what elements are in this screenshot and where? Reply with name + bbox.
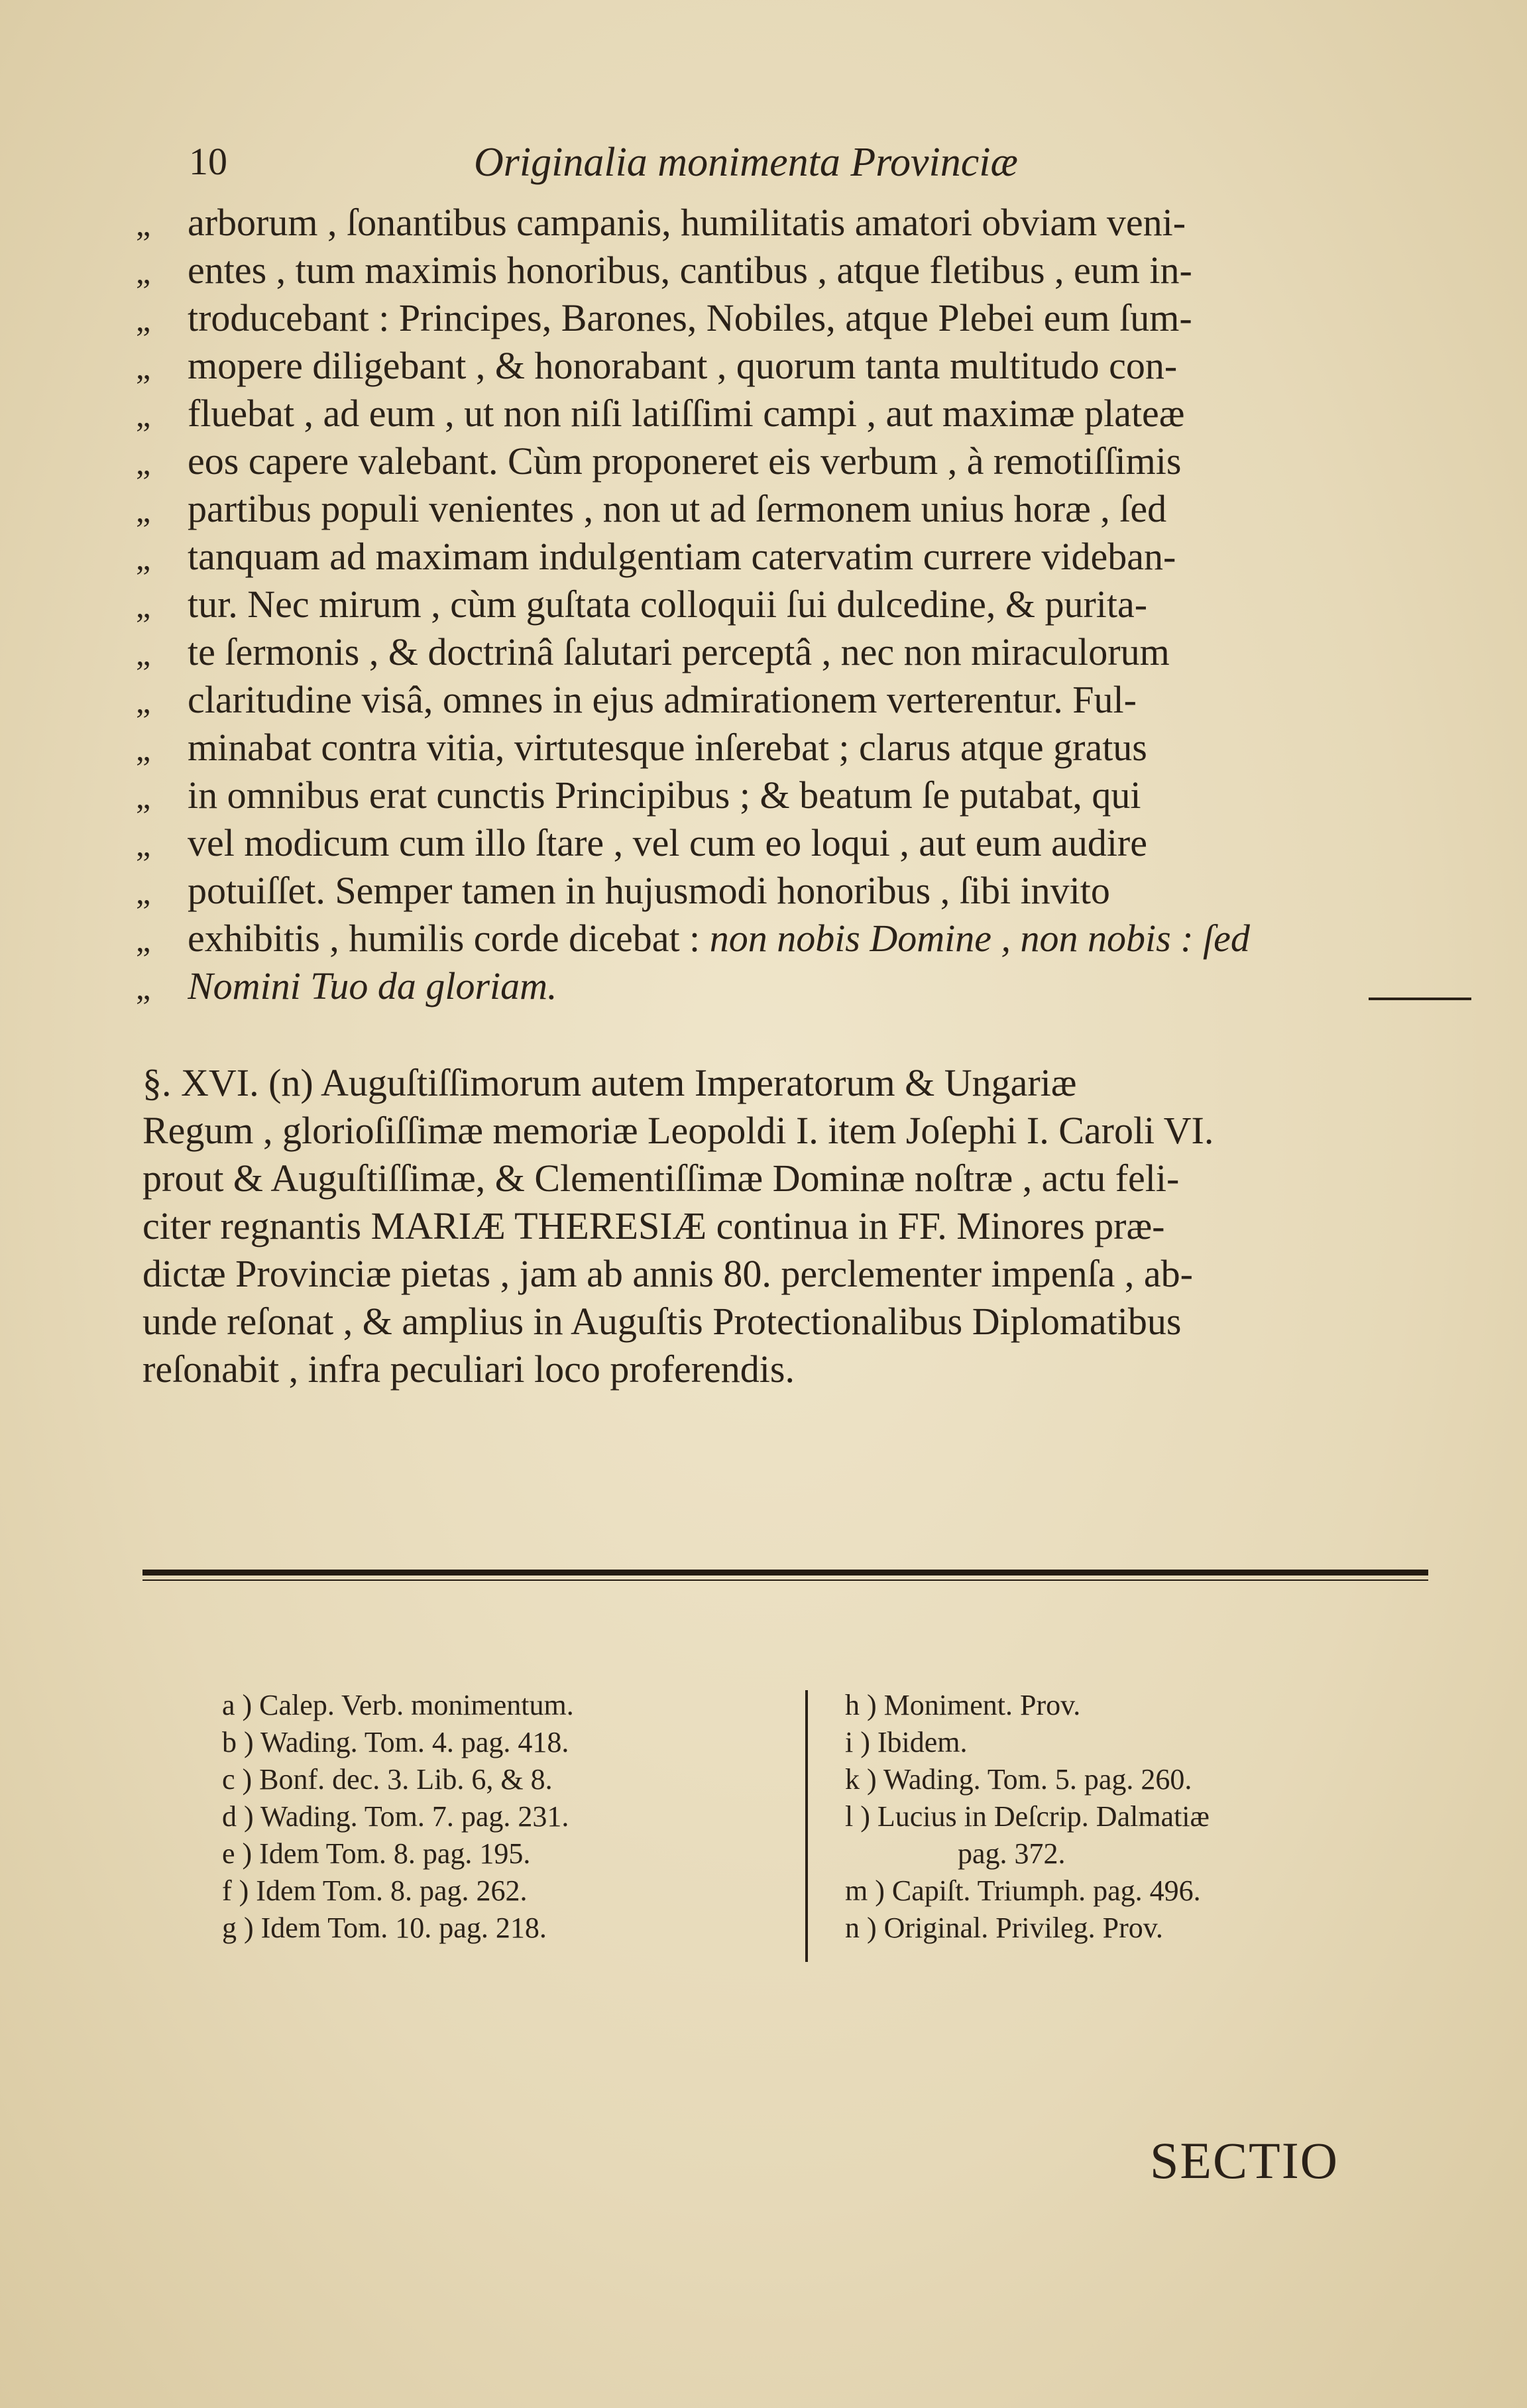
section-line: prout & Auguſtiſſimæ, & Clementiſſimæ Dominæ noſtræ , actu feli- — [142, 1157, 1180, 1200]
quote-mark: „ — [136, 635, 151, 672]
footnote: b ) Wading. Tom. 4. pag. 418. — [222, 1726, 569, 1758]
quote-text: Nomini Tuo da gloriam. — [188, 964, 557, 1007]
quote-text: claritudine visâ, omnes in ejus admirationem verterentur. Ful- — [188, 678, 1137, 721]
quote-line — [136, 294, 1435, 342]
quote-text: tur. Nec mirum , cùm guſtata colloquii ſui dulcedine, & purita- — [188, 583, 1148, 626]
quote-line — [136, 676, 1435, 724]
quote-mark: „ — [136, 969, 151, 1006]
section-line: Regum , glorioſiſſimæ memoriæ Leopoldi I. item Joſephi I. Caroli VI. — [142, 1109, 1214, 1152]
footnote: h ) Moniment. Prov. — [845, 1689, 1081, 1721]
quote-mark: „ — [136, 205, 151, 243]
quote-line — [136, 962, 1435, 1010]
quote-text: fluebat , ad eum , ut non niſi latiſſimi campi , aut maximæ plateæ — [188, 392, 1185, 435]
footnote: i ) Ibidem. — [845, 1726, 968, 1758]
footnote-rule-thick — [142, 1570, 1428, 1576]
footnote-rule-thin — [142, 1579, 1428, 1581]
quote-mark: „ — [136, 253, 151, 290]
quote-mark: „ — [136, 396, 151, 433]
section-line: unde reſonat , & amplius in Auguſtis Protectionalibus Diplomatibus — [142, 1300, 1182, 1343]
footnote: n ) Original. Privileg. Prov. — [845, 1912, 1163, 1944]
quoted-passage — [136, 199, 1435, 1010]
footnote: d ) Wading. Tom. 7. pag. 231. — [222, 1800, 569, 1833]
quote-line — [136, 247, 1435, 294]
quote-mark: „ — [136, 444, 151, 481]
quote-mark: „ — [136, 301, 151, 338]
section-line: §. XVI. (n) Auguſtiſſimorum autem Imperatorum & Ungariæ — [142, 1061, 1077, 1104]
quote-text-roman: exhibitis , humilis corde dicebat : — [188, 917, 701, 960]
quote-text: partibus populi venientes , non ut ad ſermonem unius horæ , ſed — [188, 487, 1167, 530]
quote-line — [136, 724, 1435, 772]
quote-line — [136, 581, 1435, 628]
quote-mark: „ — [136, 540, 151, 577]
quote-text: mopere diligebant , & honorabant , quorum tanta multitudo con- — [188, 344, 1178, 387]
quote-mark: „ — [136, 921, 151, 958]
footnotes-right-column — [845, 1687, 1375, 1947]
quote-text: minabat contra vitia, virtutesque inſerebat ; clarus atque gratus — [188, 726, 1147, 769]
quote-text: te ſermonis , & doctrinâ ſalutari perceptâ , nec non miraculorum — [188, 630, 1170, 673]
quote-mark: „ — [136, 778, 151, 815]
running-title: Originalia monimenta Provinciæ — [474, 140, 1018, 185]
closing-dash — [1369, 998, 1471, 1000]
footnote: e ) Idem Tom. 8. pag. 195. — [222, 1837, 531, 1870]
section-line: citer regnantis MARIÆ THERESIÆ continua in FF. Minores præ- — [142, 1204, 1165, 1247]
footnote-column-divider — [805, 1690, 808, 1962]
page-header — [189, 139, 1137, 192]
quote-text — [188, 915, 1435, 962]
quote-mark: „ — [136, 587, 151, 624]
quote-line — [136, 199, 1435, 247]
footnote: g ) Idem Tom. 10. pag. 218. — [222, 1912, 547, 1944]
page-number: 10 — [189, 140, 227, 183]
quote-text: arborum , ſonantibus campanis, humilitatis amatori obviam veni- — [188, 201, 1186, 244]
quote-mark: „ — [136, 349, 151, 386]
section-xvi — [142, 1059, 1425, 1393]
footnotes-left-column — [222, 1687, 792, 1947]
footnote: a ) Calep. Verb. monimentum. — [222, 1689, 574, 1721]
catchword: SECTIO — [1150, 2132, 1339, 2189]
section-line: dictæ Provinciæ pietas , jam ab annis 80. perclementer impenſa , ab- — [142, 1252, 1193, 1295]
quote-text-italic: non nobis Domine , non nobis : ſed — [709, 917, 1250, 960]
footnote: f ) Idem Tom. 8. pag. 262. — [222, 1874, 528, 1907]
quote-text: eos capere valebant. Cùm proponeret eis verbum , à remotiſſimis — [188, 439, 1182, 483]
quote-line — [136, 533, 1435, 581]
quote-text: troducebant : Principes, Barones, Nobiles, atque Plebei eum ſum- — [188, 296, 1192, 339]
quote-line — [136, 390, 1435, 437]
footnote: l ) Lucius in Deſcrip. Dalmatiæ — [845, 1800, 1210, 1833]
quote-text: in omnibus erat cunctis Principibus ; & beatum ſe putabat, qui — [188, 774, 1141, 817]
footnote: m ) Capiſt. Triumph. pag. 496. — [845, 1874, 1201, 1907]
quote-mark: „ — [136, 874, 151, 911]
quote-mark: „ — [136, 492, 151, 529]
quote-text: entes , tum maximis honoribus, cantibus , atque fletibus , eum in- — [188, 249, 1192, 292]
quote-mark: „ — [136, 683, 151, 720]
footnote: k ) Wading. Tom. 5. pag. 260. — [845, 1763, 1192, 1796]
quote-line — [136, 772, 1435, 819]
quote-line — [136, 485, 1435, 533]
quote-mark: „ — [136, 826, 151, 863]
quote-text: vel modicum cum illo ſtare , vel cum eo loqui , aut eum audire — [188, 821, 1147, 864]
quote-line — [136, 915, 1435, 962]
quote-mark: „ — [136, 730, 151, 768]
quote-text: potuiſſet. Semper tamen in hujusmodi honoribus , ſibi invito — [188, 869, 1110, 912]
quote-line — [136, 437, 1435, 485]
footnote: c ) Bonf. dec. 3. Lib. 6, & 8. — [222, 1763, 553, 1796]
quote-line — [136, 867, 1435, 915]
quote-line — [136, 628, 1435, 676]
quote-line — [136, 342, 1435, 390]
section-line: reſonabit , infra peculiari loco proferendis. — [142, 1347, 795, 1391]
quote-line — [136, 819, 1435, 867]
footnote-continuation: pag. 372. — [958, 1837, 1066, 1870]
quote-text: tanquam ad maximam indulgentiam catervatim currere videban- — [188, 535, 1176, 578]
